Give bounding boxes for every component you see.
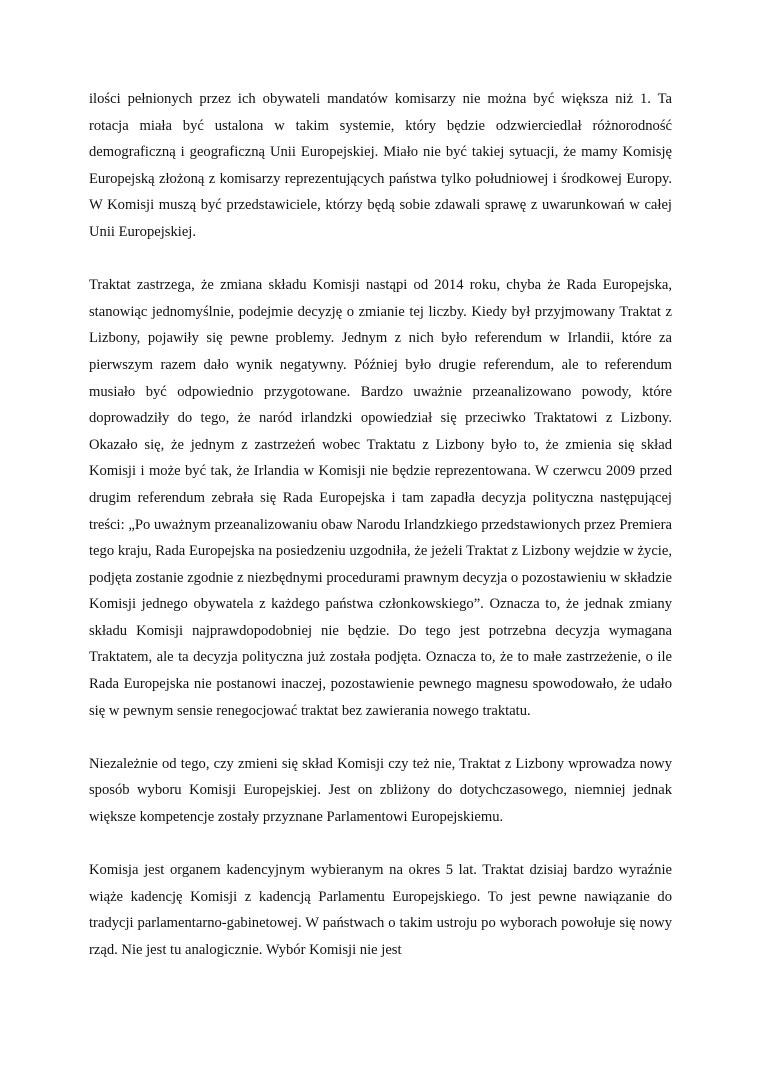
paragraph-selection-method: Niezależnie od tego, czy zmieni się skład Komisji czy też nie, Traktat z Lizbony wprowadza nowy sposób wyboru Komisji Europejskiej. Jest on zbliżony do dotychczasowego, niemniej jednak większe kompetencje zostały przyznane Parlamentowi Europejskiemu. (89, 755, 672, 826)
paragraph-commission-term: Komisja jest organem kadencyjnym wybieranym na okres 5 lat. Traktat dzisiaj bardzo wyraźnie wiąże kadencję Komisji z kadencją Parlamentu Europejskiego. To jest pewne nawiązanie do tradycji parlamentarno-gabinetowej. W państwach o takim ustroju po wyborach powołuje się nowy rząd. Nie jest tu analogicznie. Wybór Komisji nie jest (89, 862, 672, 958)
paragraph-commission-composition: Traktat zastrzega, że zmiana składu Komisji nastąpi od 2014 roku, chyba że Rada Europejska, stanowiąc jednomyślnie, podejmie decyzję o zmianie tej liczby. Kiedy był przyjmowany Traktat z Lizbony, pojawiły się pewne problemy. Jednym z nich było referendum w Irlandii, które za pierwszym razem dało wynik negatywny. Później było drugie referendum, ale to referendum musiało być odpowiednio przygotowane. Bardzo uważnie przeanalizowano powody, które doprowadziły do tego, że naród irlandzki opowiedział się przeciwko Traktatowi z Lizbony. Okazało się, że jednym z zastrzeżeń wobec Traktatu z Lizbony było to, że zmienia się skład Komisji i może być tak, że Irlandia w Komisji nie będzie reprezentowana. W czerwcu 2009 przed drugim referendum zebrała się Rada Europejska i tam zapadła decyzja polityczna następującej treści: „Po uważnym przeanalizowaniu obaw Narodu Irlandzkiego przedstawionych przez Premiera tego kraju, Rada Europejska na posiedzeniu uzgodniła, że jeżeli Traktat z Lizbony wejdzie w życie, podjęta zostanie zgodnie z niezbędnymi procedurami prawnym decyzja o pozostawieniu w składzie Komisji jednego obywatela z każdego państwa członkowskiego”. Oznacza to, że jednak zmiany składu Komisji najprawdopodobniej nie będzie. Do tego jest potrzebna decyzja wymagana Traktatem, ale ta decyzja polityczna już została podjęta. Oznacza to, że to małe zastrzeżenie, o ile Rada Europejska nie postanowi inaczej, pozostawienie pewnego magnesu spowodowało, że udało się w pewnym sensie renegocjować traktat bez zawierania nowego traktatu. (89, 277, 672, 719)
paragraph-commissioner-rotation: ilości pełnionych przez ich obywateli mandatów komisarzy nie można być większa niż 1. Ta rotacja miała być ustalona w takim systemie, który będzie odzwierciedlał różnorodność demograficzną i geograficzną Unii Europejskiej. Miało nie być takiej sytuacji, że mamy Komisję Europejską złożoną z komisarzy reprezentujących państwa tylko południowej i środkowej Europy. W Komisji muszą być przedstawiciele, którzy będą sobie zdawali sprawę z uwarunkowań w całej Unii Europejskiej. (89, 91, 672, 240)
